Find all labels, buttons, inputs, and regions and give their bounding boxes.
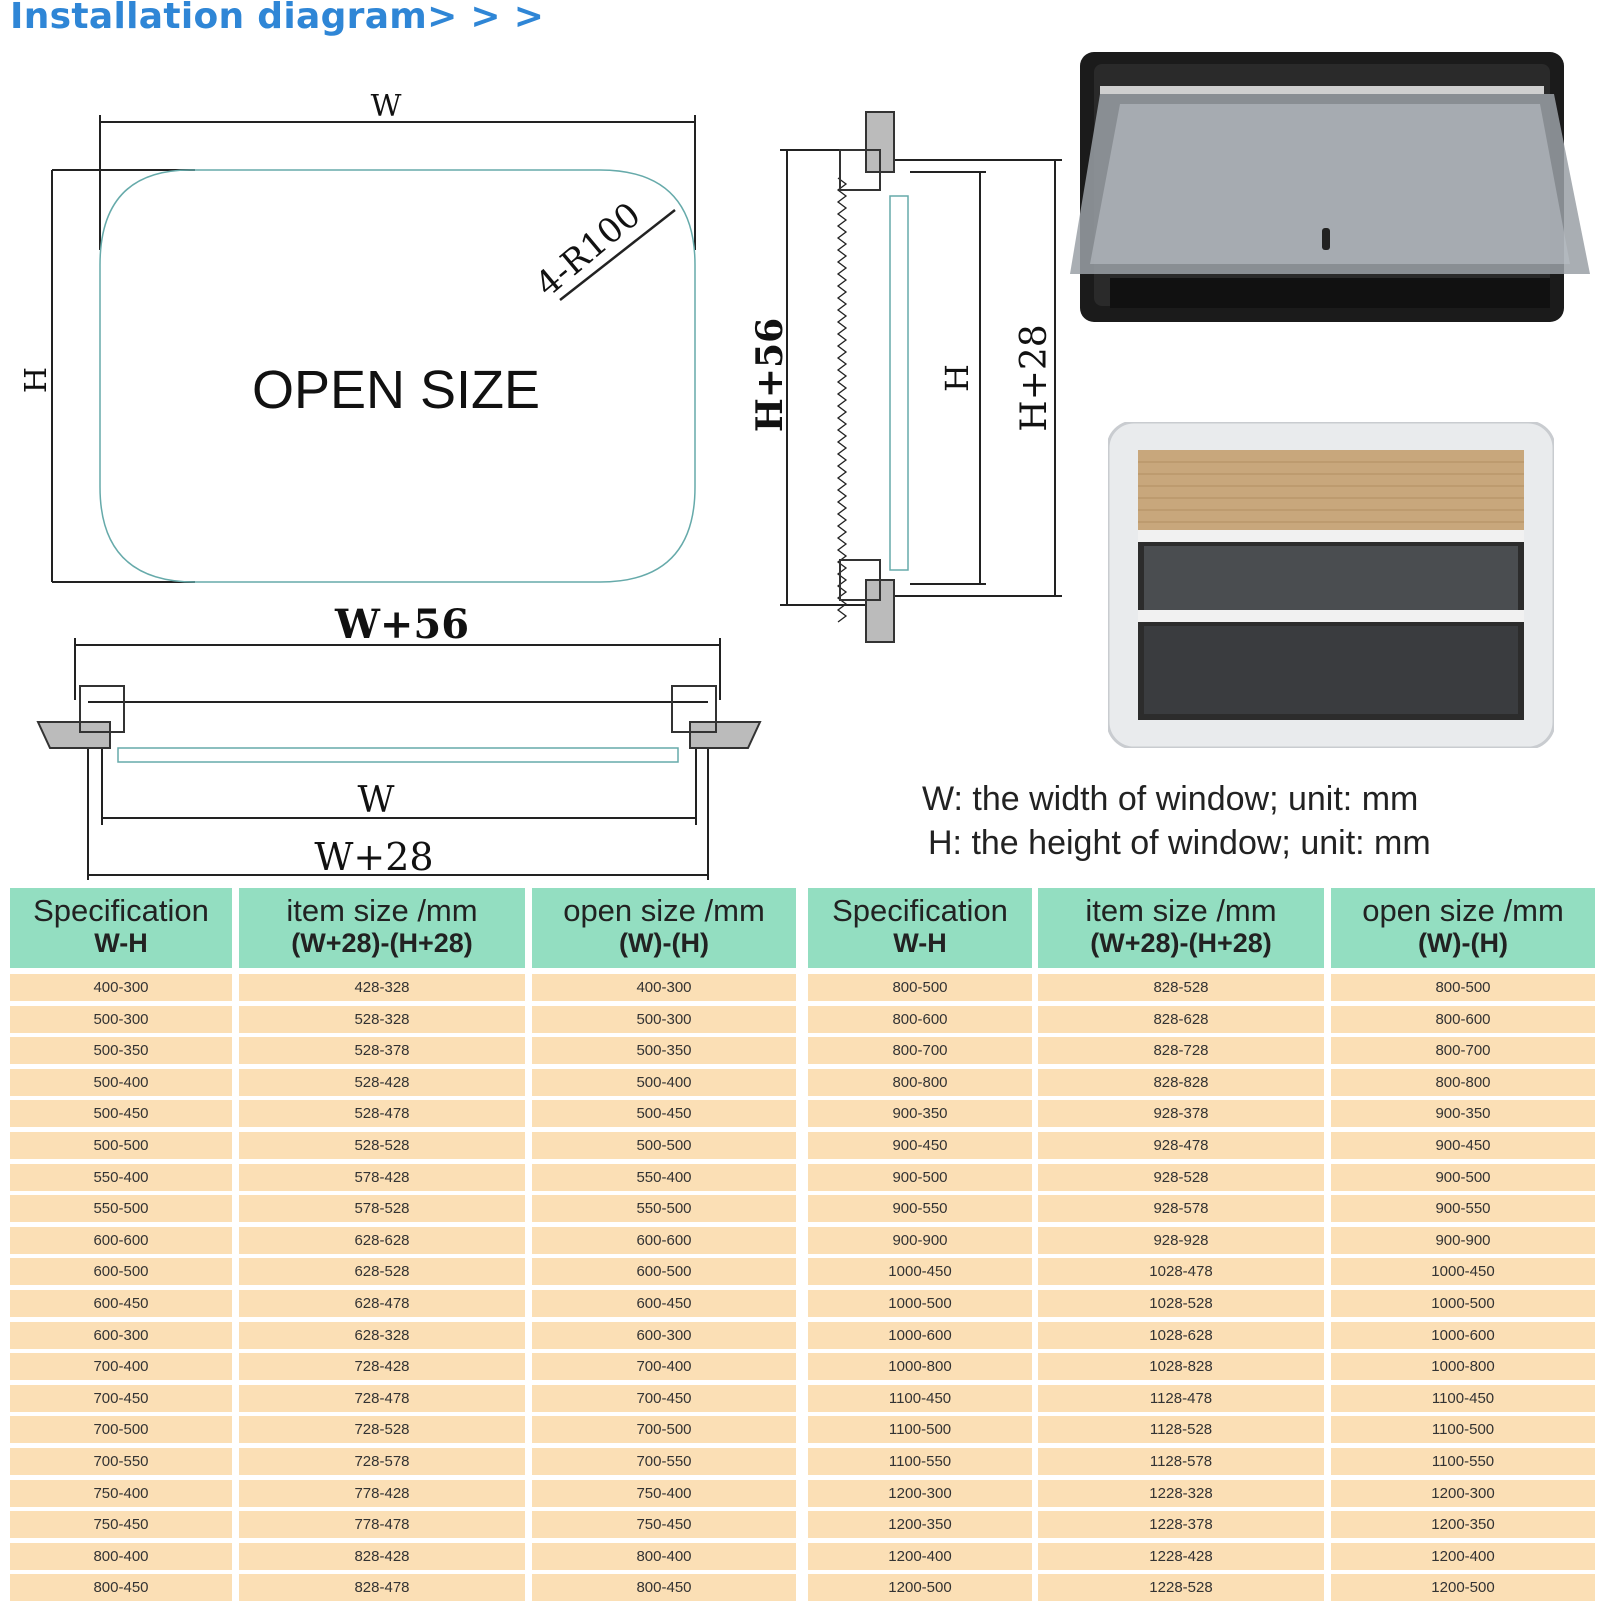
- right-item-size-cell: 1028-828: [1038, 1353, 1324, 1380]
- right-open-size-cell: 1200-400: [1331, 1543, 1595, 1570]
- legend-width: W: the width of window; unit: mm: [922, 780, 1419, 818]
- header-spec-left: [10, 888, 232, 968]
- bottom-w28-label: W+28: [314, 835, 434, 879]
- left-open-size-cell: 600-500: [532, 1258, 796, 1285]
- right-open-size-cell: 900-450: [1331, 1132, 1595, 1159]
- left-item-size-cell: 728-478: [239, 1385, 525, 1412]
- right-spec-cell: 1200-500: [808, 1574, 1032, 1601]
- right-open-size-cell: 900-900: [1331, 1227, 1595, 1254]
- left-spec-cell: 700-500: [10, 1416, 232, 1443]
- left-item-size-cell: 528-328: [239, 1006, 525, 1033]
- left-open-size-cell: 400-300: [532, 974, 796, 1001]
- left-item-size-cell: 628-328: [239, 1322, 525, 1349]
- right-spec-cell: 1100-450: [808, 1385, 1032, 1412]
- left-open-size-cell: 600-600: [532, 1227, 796, 1254]
- left-spec-cell: 550-500: [10, 1195, 232, 1222]
- right-open-size-cell: 1100-500: [1331, 1416, 1595, 1443]
- left-open-size-cell: 800-450: [532, 1574, 796, 1601]
- left-item-size-cell: 578-528: [239, 1195, 525, 1222]
- right-spec-cell: 1000-800: [808, 1353, 1032, 1380]
- spec-table: [0, 888, 1600, 1600]
- left-spec-cell: 700-550: [10, 1448, 232, 1475]
- header-open-right-top: open size /mm: [1362, 893, 1564, 928]
- left-spec-cell: 800-450: [10, 1574, 232, 1601]
- header-open-left-bottom: (W)-(H): [619, 928, 709, 958]
- left-open-size-cell: 700-450: [532, 1385, 796, 1412]
- left-open-size-cell: 750-400: [532, 1480, 796, 1507]
- right-open-size-cell: 1200-350: [1331, 1511, 1595, 1538]
- header-open-right-bottom: (W)-(H): [1418, 928, 1508, 958]
- header-spec-right: [808, 888, 1032, 968]
- left-spec-cell: 500-450: [10, 1100, 232, 1127]
- right-spec-cell: 1200-300: [808, 1480, 1032, 1507]
- right-item-size-cell: 1128-528: [1038, 1416, 1324, 1443]
- right-open-size-cell: 800-600: [1331, 1006, 1595, 1033]
- left-open-size-cell: 700-400: [532, 1353, 796, 1380]
- right-item-size-cell: 1028-628: [1038, 1322, 1324, 1349]
- left-open-size-cell: 700-550: [532, 1448, 796, 1475]
- radius-label: 4-R100: [528, 194, 649, 305]
- header-open-left-top: open size /mm: [563, 893, 765, 928]
- right-item-size-cell: 828-628: [1038, 1006, 1324, 1033]
- left-item-size-cell: 428-328: [239, 974, 525, 1001]
- right-open-size-cell: 1100-550: [1331, 1448, 1595, 1475]
- left-open-size-cell: 500-300: [532, 1006, 796, 1033]
- right-item-size-cell: 1128-478: [1038, 1385, 1324, 1412]
- right-spec-cell: 1000-600: [808, 1322, 1032, 1349]
- left-item-size-cell: 528-478: [239, 1100, 525, 1127]
- header-open-left: [532, 888, 796, 968]
- header-item-right: [1038, 888, 1324, 968]
- right-item-size-cell: 928-378: [1038, 1100, 1324, 1127]
- left-item-size-cell: 528-378: [239, 1037, 525, 1064]
- right-spec-cell: 800-700: [808, 1037, 1032, 1064]
- left-open-size-cell: 500-350: [532, 1037, 796, 1064]
- left-spec-cell: 600-500: [10, 1258, 232, 1285]
- right-item-size-cell: 928-478: [1038, 1132, 1324, 1159]
- left-item-size-cell: 728-528: [239, 1416, 525, 1443]
- left-item-size-cell: 528-428: [239, 1069, 525, 1096]
- left-open-size-cell: 750-450: [532, 1511, 796, 1538]
- side-h56-label: H+56: [749, 317, 791, 433]
- side-h28-label: H+28: [1014, 324, 1055, 432]
- right-spec-cell: 800-600: [808, 1006, 1032, 1033]
- right-item-size-cell: 828-828: [1038, 1069, 1324, 1096]
- right-item-size-cell: 1228-378: [1038, 1511, 1324, 1538]
- left-spec-cell: 750-400: [10, 1480, 232, 1507]
- right-spec-cell: 800-800: [808, 1069, 1032, 1096]
- left-open-size-cell: 550-400: [532, 1164, 796, 1191]
- left-item-size-cell: 528-528: [239, 1132, 525, 1159]
- header-item-right-top: item size /mm: [1085, 893, 1277, 928]
- left-open-size-cell: 550-500: [532, 1195, 796, 1222]
- right-open-size-cell: 1100-450: [1331, 1385, 1595, 1412]
- right-item-size-cell: 1228-528: [1038, 1574, 1324, 1601]
- left-item-size-cell: 828-478: [239, 1574, 525, 1601]
- header-item-left: [239, 888, 525, 968]
- header-spec-right-top: Specification: [832, 893, 1008, 928]
- header-item-right-bottom: (W+28)-(H+28): [1090, 928, 1272, 958]
- left-item-size-cell: 728-428: [239, 1353, 525, 1380]
- right-item-size-cell: 1228-428: [1038, 1543, 1324, 1570]
- top-w-label: W: [370, 89, 402, 124]
- left-spec-cell: 400-300: [10, 974, 232, 1001]
- right-item-size-cell: 928-928: [1038, 1227, 1324, 1254]
- left-spec-cell: 550-400: [10, 1164, 232, 1191]
- left-spec-cell: 600-600: [10, 1227, 232, 1254]
- left-open-size-cell: 700-500: [532, 1416, 796, 1443]
- header-spec-right-bottom: W-H: [893, 928, 947, 958]
- left-spec-cell: 500-350: [10, 1037, 232, 1064]
- left-open-size-cell: 600-300: [532, 1322, 796, 1349]
- left-item-size-cell: 828-428: [239, 1543, 525, 1570]
- left-spec-cell: 700-400: [10, 1353, 232, 1380]
- right-open-size-cell: 800-700: [1331, 1037, 1595, 1064]
- right-open-size-cell: 800-800: [1331, 1069, 1595, 1096]
- left-h-label: H: [19, 366, 54, 394]
- right-spec-cell: 1100-500: [808, 1416, 1032, 1443]
- left-spec-cell: 600-450: [10, 1290, 232, 1317]
- left-spec-cell: 700-450: [10, 1385, 232, 1412]
- left-item-size-cell: 578-428: [239, 1164, 525, 1191]
- right-spec-cell: 900-350: [808, 1100, 1032, 1127]
- right-spec-cell: 800-500: [808, 974, 1032, 1001]
- window-photo-open: [1070, 52, 1590, 324]
- right-spec-cell: 1200-350: [808, 1511, 1032, 1538]
- page-title: Installation diagram> > >: [10, 0, 545, 37]
- right-item-size-cell: 1228-328: [1038, 1480, 1324, 1507]
- left-spec-cell: 500-500: [10, 1132, 232, 1159]
- left-open-size-cell: 600-450: [532, 1290, 796, 1317]
- header-spec-left-bottom: W-H: [94, 928, 148, 958]
- legend-height: H: the height of window; unit: mm: [928, 824, 1431, 862]
- right-item-size-cell: 828-528: [1038, 974, 1324, 1001]
- right-item-size-cell: 1028-528: [1038, 1290, 1324, 1317]
- right-spec-cell: 1200-400: [808, 1543, 1032, 1570]
- right-open-size-cell: 800-500: [1331, 974, 1595, 1001]
- right-item-size-cell: 1028-478: [1038, 1258, 1324, 1285]
- right-open-size-cell: 1000-600: [1331, 1322, 1595, 1349]
- left-open-size-cell: 500-400: [532, 1069, 796, 1096]
- header-spec-left-top: Specification: [33, 893, 209, 928]
- left-item-size-cell: 778-428: [239, 1480, 525, 1507]
- header-item-left-top: item size /mm: [286, 893, 478, 928]
- right-item-size-cell: 828-728: [1038, 1037, 1324, 1064]
- right-open-size-cell: 1000-800: [1331, 1353, 1595, 1380]
- left-spec-cell: 600-300: [10, 1322, 232, 1349]
- left-open-size-cell: 800-400: [532, 1543, 796, 1570]
- header-open-right: [1331, 888, 1595, 968]
- bottom-w-label: W: [357, 780, 395, 821]
- right-spec-cell: 1100-550: [808, 1448, 1032, 1475]
- left-spec-cell: 500-400: [10, 1069, 232, 1096]
- right-item-size-cell: 928-528: [1038, 1164, 1324, 1191]
- left-item-size-cell: 728-578: [239, 1448, 525, 1475]
- right-spec-cell: 1000-450: [808, 1258, 1032, 1285]
- header-item-left-bottom: (W+28)-(H+28): [291, 928, 473, 958]
- side-h-label: H: [938, 364, 976, 392]
- left-spec-cell: 500-300: [10, 1006, 232, 1033]
- right-spec-cell: 900-900: [808, 1227, 1032, 1254]
- right-open-size-cell: 900-500: [1331, 1164, 1595, 1191]
- right-spec-cell: 900-500: [808, 1164, 1032, 1191]
- right-open-size-cell: 1000-500: [1331, 1290, 1595, 1317]
- right-item-size-cell: 928-578: [1038, 1195, 1324, 1222]
- open-size-drawing: [52, 115, 695, 582]
- right-open-size-cell: 1200-300: [1331, 1480, 1595, 1507]
- open-size-label: OPEN SIZE: [251, 360, 541, 420]
- right-spec-cell: 1000-500: [808, 1290, 1032, 1317]
- left-open-size-cell: 500-450: [532, 1100, 796, 1127]
- right-item-size-cell: 1128-578: [1038, 1448, 1324, 1475]
- left-spec-cell: 800-400: [10, 1543, 232, 1570]
- window-photo-blind: [1108, 422, 1554, 748]
- right-open-size-cell: 1000-450: [1331, 1258, 1595, 1285]
- left-spec-cell: 750-450: [10, 1511, 232, 1538]
- right-spec-cell: 900-450: [808, 1132, 1032, 1159]
- bottom-w56-label: W+56: [334, 601, 470, 648]
- right-spec-cell: 900-550: [808, 1195, 1032, 1222]
- right-open-size-cell: 900-550: [1331, 1195, 1595, 1222]
- left-item-size-cell: 628-478: [239, 1290, 525, 1317]
- left-open-size-cell: 500-500: [532, 1132, 796, 1159]
- right-open-size-cell: 1200-500: [1331, 1574, 1595, 1601]
- left-item-size-cell: 778-478: [239, 1511, 525, 1538]
- left-item-size-cell: 628-628: [239, 1227, 525, 1254]
- right-open-size-cell: 900-350: [1331, 1100, 1595, 1127]
- left-item-size-cell: 628-528: [239, 1258, 525, 1285]
